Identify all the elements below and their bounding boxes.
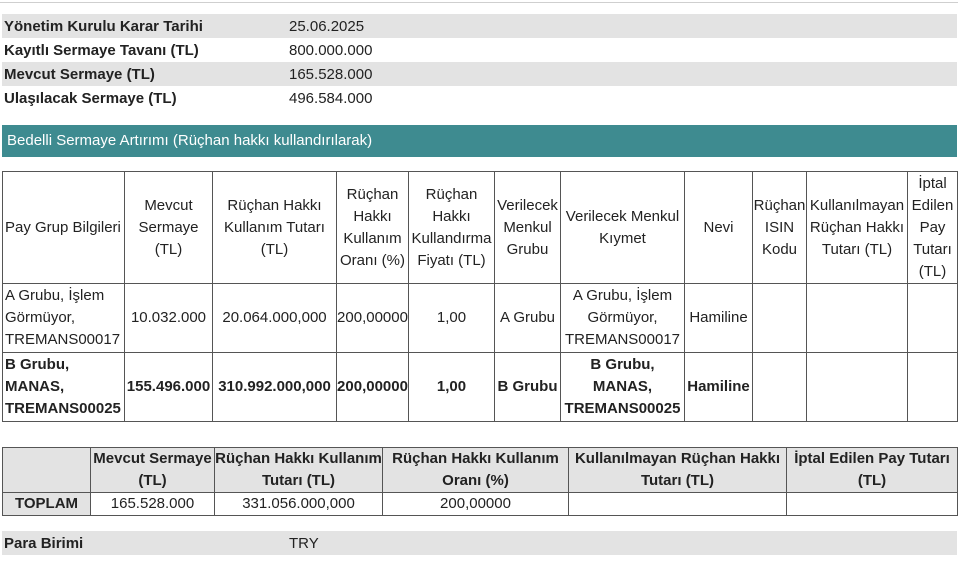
currency-row bbox=[2, 531, 957, 555]
totals-mevcut: 165.528.000 bbox=[91, 493, 215, 516]
top-divider bbox=[0, 2, 958, 3]
info-label: Mevcut Sermaye (TL) bbox=[2, 62, 287, 86]
info-value: 496.584.000 bbox=[289, 89, 373, 107]
cell-iptal bbox=[908, 353, 958, 422]
totals-header-kullanilmayan: Kullanılmayan Rüçhan Hakkı Tutarı (TL) bbox=[569, 448, 787, 493]
cell-kullanilmayan bbox=[807, 353, 908, 422]
cell-menkul-grubu: B Grubu bbox=[495, 353, 561, 422]
totals-row bbox=[3, 493, 958, 516]
totals-header-row bbox=[3, 448, 958, 493]
info-value: 25.06.2025 bbox=[287, 14, 957, 38]
info-label: Ulaşılacak Sermaye (TL) bbox=[4, 89, 177, 107]
totals-kullanim-tutari: 331.056.000,000 bbox=[215, 493, 383, 516]
cell-oran: 200,00000 bbox=[337, 284, 409, 353]
cell-pay-grup: B Grubu, MANAS, TREMANS00025 bbox=[3, 353, 125, 422]
decision-info-table bbox=[2, 14, 957, 110]
cell-iptal bbox=[908, 284, 958, 353]
header-menkul-grubu: Verilecek Menkul Grubu bbox=[495, 172, 561, 284]
currency-value: TRY bbox=[287, 531, 957, 555]
table-row bbox=[3, 353, 958, 422]
cell-isin bbox=[753, 353, 807, 422]
cell-kullanim-tutari: 20.064.000,000 bbox=[213, 284, 337, 353]
cell-pay-grup: A Grubu, İşlem Görmüyor, TREMANS00017 bbox=[3, 284, 125, 353]
cell-kullanilmayan bbox=[807, 284, 908, 353]
info-label: Kayıtlı Sermaye Tavanı (TL) bbox=[4, 41, 199, 59]
info-row-karar-tarihi bbox=[2, 14, 957, 38]
header-menkul-kiymet: Verilecek Menkul Kıymet bbox=[561, 172, 685, 284]
totals-header-mevcut: Mevcut Sermaye (TL) bbox=[91, 448, 215, 493]
totals-oran: 200,00000 bbox=[383, 493, 569, 516]
header-mevcut-sermaye: Mevcut Sermaye (TL) bbox=[125, 172, 213, 284]
totals-header-kullanim-tutari: Rüçhan Hakkı Kullanım Tutarı (TL) bbox=[215, 448, 383, 493]
rights-issue-table bbox=[2, 171, 958, 422]
header-isin-kodu: Rüçhan ISIN Kodu bbox=[753, 172, 807, 284]
totals-label: TOPLAM bbox=[3, 493, 91, 516]
cell-isin bbox=[753, 284, 807, 353]
info-row-sermaye-tavani bbox=[2, 38, 957, 62]
cell-menkul-kiymet: B Grubu, MANAS, TREMANS00025 bbox=[561, 353, 685, 422]
totals-iptal bbox=[787, 493, 958, 516]
table-row bbox=[3, 284, 958, 353]
info-row-mevcut-sermaye bbox=[2, 62, 957, 86]
totals-table bbox=[2, 447, 958, 516]
cell-fiyat: 1,00 bbox=[409, 353, 495, 422]
currency-label: Para Birimi bbox=[2, 531, 287, 555]
cell-menkul-kiymet: A Grubu, İşlem Görmüyor, TREMANS00017 bbox=[561, 284, 685, 353]
cell-nevi: Hamiline bbox=[685, 353, 753, 422]
header-kullandirma-fiyati: Rüçhan Hakkı Kullandırma Fiyatı (TL) bbox=[409, 172, 495, 284]
header-iptal: İptal Edilen Pay Tutarı (TL) bbox=[908, 172, 958, 284]
info-row-ulasilacak-sermaye bbox=[2, 86, 957, 110]
currency-table bbox=[2, 531, 957, 555]
cell-fiyat: 1,00 bbox=[409, 284, 495, 353]
info-label: Yönetim Kurulu Karar Tarihi bbox=[2, 14, 287, 38]
header-kullanilmayan: Kullanılmayan Rüçhan Hakkı Tutarı (TL) bbox=[807, 172, 908, 284]
header-nevi: Nevi bbox=[685, 172, 753, 284]
cell-oran: 200,00000 bbox=[337, 353, 409, 422]
table-header-row bbox=[3, 172, 958, 284]
totals-header-iptal: İptal Edilen Pay Tutarı (TL) bbox=[787, 448, 958, 493]
info-value: 800.000.000 bbox=[289, 41, 373, 59]
totals-header-kullanim-orani: Rüçhan Hakkı Kullanım Oranı (%) bbox=[383, 448, 569, 493]
header-pay-grup: Pay Grup Bilgileri bbox=[3, 172, 125, 284]
totals-kullanilmayan bbox=[569, 493, 787, 516]
cell-kullanim-tutari: 310.992.000,000 bbox=[213, 353, 337, 422]
section-header: Bedelli Sermaye Artırımı (Rüçhan hakkı kullandırılarak) bbox=[2, 125, 957, 157]
cell-nevi: Hamiline bbox=[685, 284, 753, 353]
header-kullanim-tutari: Rüçhan Hakkı Kullanım Tutarı (TL) bbox=[213, 172, 337, 284]
cell-menkul-grubu: A Grubu bbox=[495, 284, 561, 353]
cell-mevcut: 155.496.000 bbox=[125, 353, 213, 422]
cell-mevcut: 10.032.000 bbox=[125, 284, 213, 353]
header-kullanim-orani: Rüçhan Hakkı Kullanım Oranı (%) bbox=[337, 172, 409, 284]
info-value: 165.528.000 bbox=[287, 62, 957, 86]
totals-header-empty bbox=[3, 448, 91, 493]
